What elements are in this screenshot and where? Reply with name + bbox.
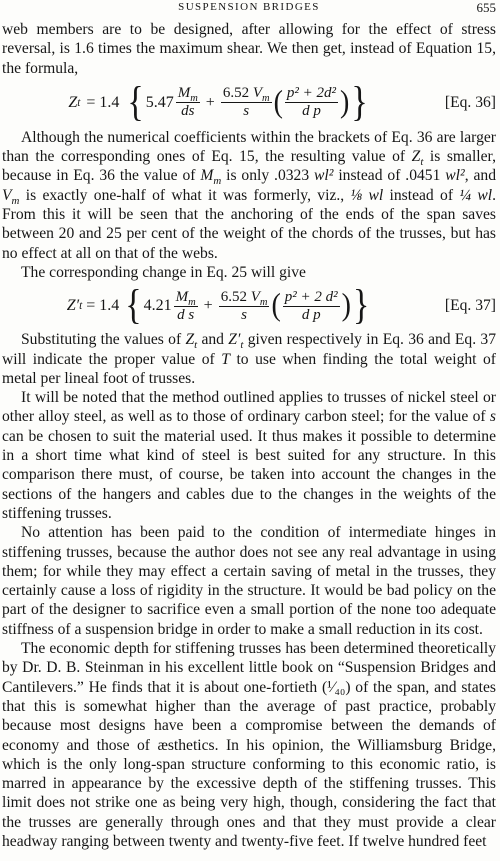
paragraph-6: No attention has been paid to the condition of intermediate hinges in stiffening trusses, because the author does not see any real advantage in using them; for while they may effect a certain saving of metal in the trusses, they certainly cause a loss of rigidity in the structure. It would be bad policy on the part of the designer to sacrifice even a small portion of the none too adequate stiffness of a suspension bridge in order to make a small reduction in its cost. [2,524,496,638]
running-header [2,0,496,14]
equation-36 [2,78,496,128]
fraction-p-dp: $\frac{\text{p² + 2d²}}{\text{d p}}$ [286,85,337,120]
paragraph-1: web members are to be designed, after allowing for the effect of stress reversal, is 1.6 times the maximum shear. We then get, instead of Equation 15, the formula, [2,21,496,77]
equation-36-content: Z t = 1.4 { 5.47 $\frac{M_m}{ds}$ + $\frac{6.52 V_m}{s}$ ( $\frac{\text{p² + 2d²}}{\text{d p}}$ ) } [68,79,368,126]
paragraph-5: It will be noted that the method outlined applies to trusses of nickel steel or other alloy steel, as well as to those of ordinary carbon steel; for the value of s can be chosen to suit the material used. It thus makes it possible to determine in a short time what kind of steel is best suited for any structure. In this comparison there must, of course, be taken into account the changes in the sections of the hangers and cables due to the changes in the weights of the stiffening trusses. [2,389,496,522]
equation-37 [2,282,496,330]
equation-37-label: [Eq. 37] [444,297,496,315]
page-body [2,20,496,851]
fraction-m-ds: $\frac{M_m}{ds}$ [177,85,198,120]
paragraph-3: The corresponding change in Eq. 25 will give [21,263,306,281]
paragraph-2: Although the numerical coefficients within the brackets of Eq. 36 are larger than the corresponding ones of Eq. 15, the resulting value of $Z_t$ is smaller, because in Eq. 36 the value of $M_m$ is only .0323 wl² instead of .0451 wl², and $V_m$ is exactly one-half of what it was formerly, viz., ⅛ wl instead of ¼ wl. From this it will be seen that the anchoring of the ends of the span saves between 20 and 25 per cent of the weight of the chords of the trusses, but has no effect at all on that of the webs. [2,128,497,262]
paragraph-4: Substituting the values of $Z_t$ and $Z'_t$ given respectively in Eq. 36 and Eq. 37 will indicate the proper value of T to use when finding the total weight of metal per lineal foot of trusses. [2,331,497,387]
page-number: 655 [476,0,496,15]
equation-36-label: [Eq. 36] [444,93,496,111]
left-brace: { [127,79,144,126]
fraction-v-s: $\frac{6.52 V_m}{s}$ [222,85,270,120]
equation-37-content: Z′ t = 1.4 { 4.21 $\frac{M_m}{\text{d s}}$ + $\frac{6.52 V_m}{s}$ ( $\frac{\text{p² + 2 d²}}{\text{d p}}$ ) } [66,282,370,329]
right-brace: } [351,79,368,126]
header-title: SUSPENSION BRIDGES [178,1,320,13]
paragraph-7: The economic depth for stiffening trusses has been determined theoretically by Dr. D. B. Steinman in his excellent little book on “Suspension Bridges and Cantilevers.” He finds that it is about one-fortieth (¹⁄₄₀) of the span, and states that this is somewhat higher than the average of past practice, probably because most designs have been a compromise between the demands of economy and those of æsthetics. In his opinion, the Williamsburg Bridge, which is the only long-span structure conforming to this economic ratio, is marred in appearance by the excessive depth of the stiffening trusses. This limit does not strike one as being very high, though, considering the fact that the trusses are generally through ones and that they must provide a clear headway ranging between twenty and twenty-five feet. If twelve hundred feet [2,640,496,850]
